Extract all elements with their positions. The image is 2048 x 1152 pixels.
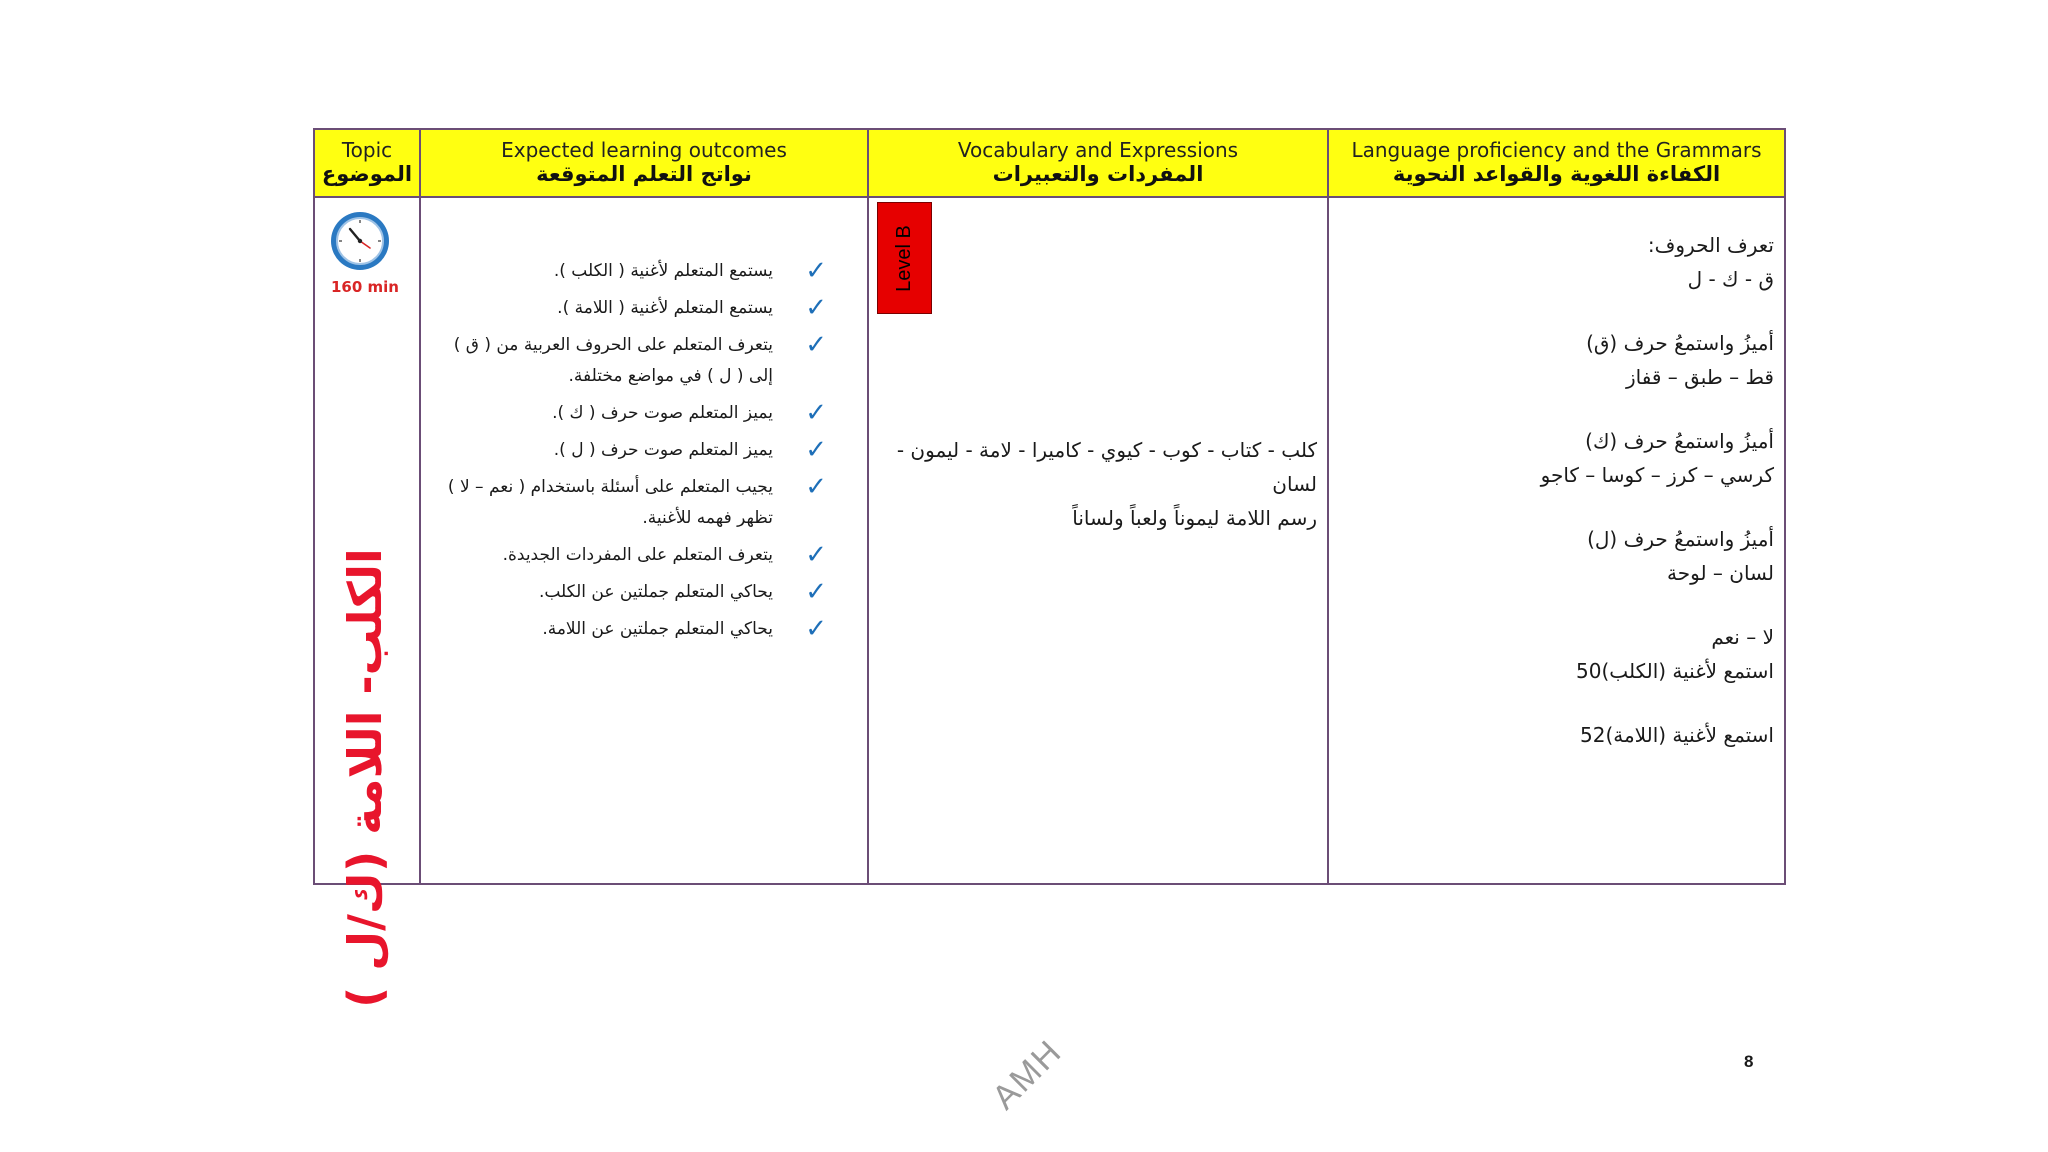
outcome-item <box>437 577 827 608</box>
header-vocab-en: Vocabulary and Expressions <box>957 138 1239 163</box>
header-outcomes-en: Expected learning outcomes <box>501 138 787 163</box>
header-topic-ar: الموضوع <box>321 162 413 187</box>
outcome-item <box>437 398 827 429</box>
level-label: Level B <box>893 224 915 292</box>
header-vocab-ar: المفردات والتعبيرات <box>992 162 1204 187</box>
header-grammar-ar: الكفاءة اللغوية والقواعد النحوية <box>1392 162 1721 187</box>
checkmark-icon: ✓ <box>805 398 827 428</box>
grammar-group <box>1354 522 1774 590</box>
outcome-text: يتعرف المتعلم على الحروف العربية من ( ق ) إلى ( ل ) في مواضع مختلفة. <box>453 335 773 386</box>
checkmark-icon: ✓ <box>805 293 827 323</box>
outcome-text: يحاكي المتعلم جملتين عن الكلب. <box>538 582 773 602</box>
grammar-line: تعرف الحروف: <box>1647 233 1774 257</box>
header-grammar <box>1327 130 1784 198</box>
outcome-text: يجيب المتعلم على أسئلة باستخدام ( نعم – لا ) تظهر فهمه للأغنية. <box>447 477 773 528</box>
vocab-words: كلب - كتاب - كوب - كيوي - كاميرا - لامة - ليمون - لسان <box>896 438 1317 496</box>
grammar-cell <box>1327 198 1784 883</box>
checkmark-icon: ✓ <box>805 577 827 607</box>
outcome-text: يتعرف المتعلم على المفردات الجديدة. <box>502 545 773 565</box>
header-grammar-en: Language proficiency and the Grammars <box>1351 138 1762 163</box>
outcome-item <box>437 435 827 466</box>
grammar-group <box>1354 718 1774 752</box>
level-badge <box>877 202 932 314</box>
header-vocab <box>867 130 1327 198</box>
grammar-line: أميزُ واستمعُ حرف (ل) <box>1587 527 1774 551</box>
vocab-cell <box>867 198 1327 883</box>
outcome-text: يستمع المتعلم لأغنية ( اللامة ). <box>557 298 773 318</box>
outcome-item <box>437 293 827 324</box>
grammar-group <box>1354 424 1774 492</box>
grammar-line: استمع لأغنية (الكلب)50 <box>1576 659 1774 683</box>
outcome-text: يحاكي المتعلم جملتين عن اللامة. <box>542 619 773 639</box>
outcome-item <box>437 330 827 392</box>
grammar-line: قط – طبق – قفاز <box>1625 365 1774 389</box>
vocab-sentence: رسم اللامة ليموناً ولعباً ولساناً <box>1072 506 1317 530</box>
topic-title: الكلب- اللامة (ك/ل ) <box>338 548 392 1008</box>
watermark: AMH <box>985 1032 1070 1117</box>
outcome-item <box>437 256 827 287</box>
checkmark-icon: ✓ <box>805 435 827 465</box>
header-outcomes <box>419 130 867 198</box>
duration-label: 160 min <box>331 278 399 296</box>
checkmark-icon: ✓ <box>805 472 827 502</box>
clock-icon <box>329 210 391 272</box>
checkmark-icon: ✓ <box>805 540 827 570</box>
checkmark-icon: ✓ <box>805 614 827 644</box>
grammar-list <box>1354 228 1774 782</box>
outcome-item <box>437 540 827 571</box>
grammar-line: استمع لأغنية (اللامة)52 <box>1579 723 1774 747</box>
page-number: 8 <box>1744 1052 1754 1071</box>
outcomes-cell <box>419 198 867 883</box>
grammar-group <box>1354 326 1774 394</box>
grammar-line: ق - ك - ل <box>1687 267 1774 291</box>
grammar-line: لسان – لوحة <box>1667 561 1774 585</box>
header-topic-en: Topic <box>341 138 393 163</box>
outcomes-list <box>437 256 827 651</box>
header-outcomes-ar: نواتج التعلم المتوقعة <box>536 162 752 187</box>
checkmark-icon: ✓ <box>805 330 827 360</box>
outcome-text: يستمع المتعلم لأغنية ( الكلب ). <box>553 261 773 281</box>
grammar-line: لا – نعم <box>1711 625 1774 649</box>
outcome-item <box>437 472 827 534</box>
grammar-line: أميزُ واستمعُ حرف (ك) <box>1585 429 1774 453</box>
outcome-item <box>437 614 827 645</box>
outcome-text: يميز المتعلم صوت حرف ( ك ). <box>552 403 773 423</box>
checkmark-icon: ✓ <box>805 256 827 286</box>
grammar-line: كرسي – كرز – كوسا – كاجو <box>1540 463 1774 487</box>
vocab-text <box>887 433 1317 535</box>
topic-cell <box>315 198 419 1008</box>
outcome-text: يميز المتعلم صوت حرف ( ل ). <box>553 440 773 460</box>
grammar-group <box>1354 228 1774 296</box>
lesson-plan-table <box>313 128 1786 1008</box>
grammar-group <box>1354 620 1774 688</box>
grammar-line: أميزُ واستمعُ حرف (ق) <box>1586 331 1774 355</box>
header-topic <box>315 130 419 198</box>
